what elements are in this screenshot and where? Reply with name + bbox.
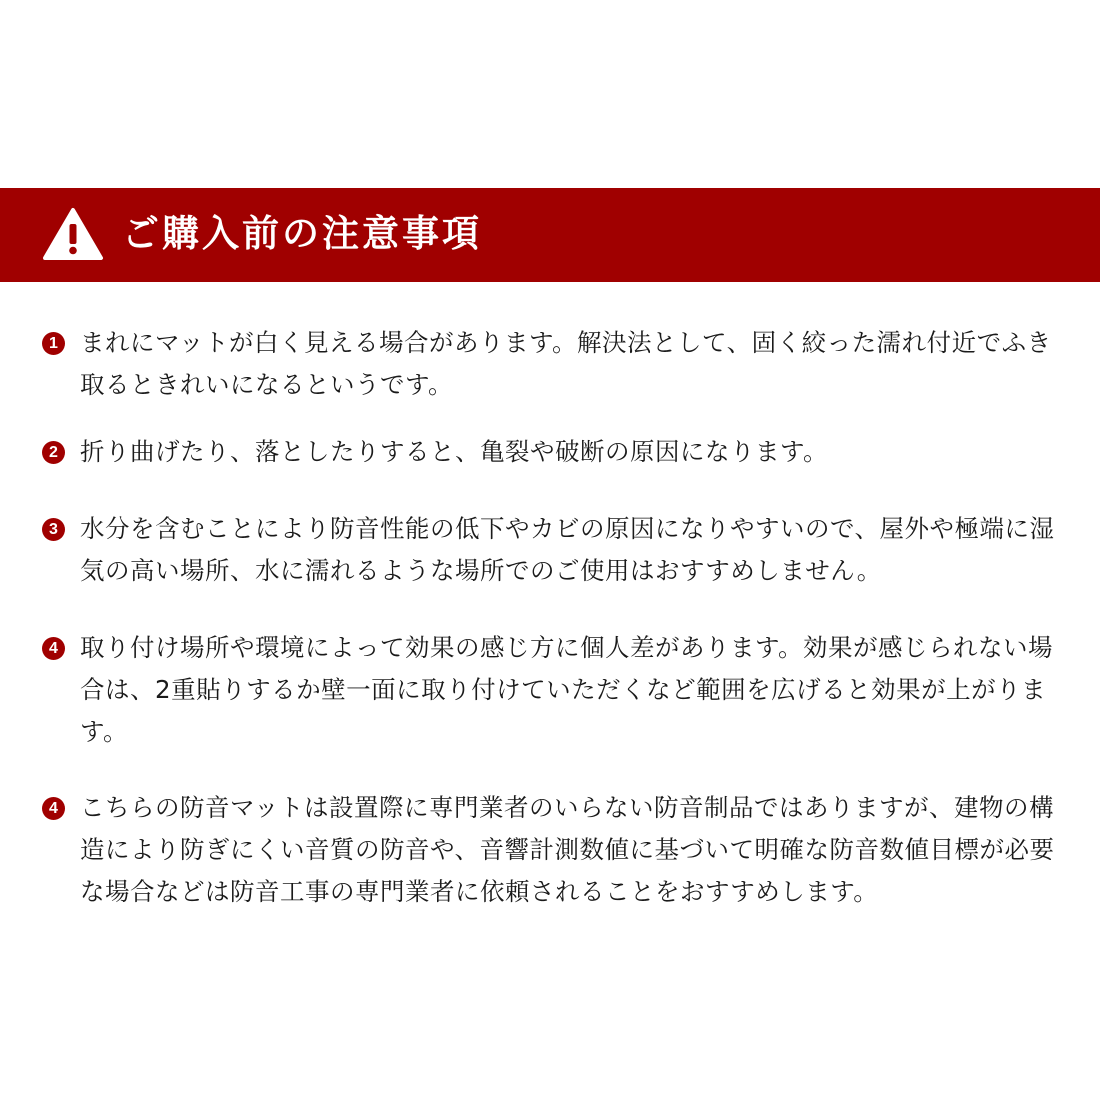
number-badge: 4 (42, 797, 65, 820)
notice-text: 取り付け場所や環境によって効果の感じ方に個人差があります。効果が感じられない場合は、2重貼りするか壁一面に取り付けていただくなど範囲を広げると効果が上がります。 (80, 633, 1054, 746)
notice-text: 折り曲げたり、落としたりすると、亀裂や破断の原因になります。 (80, 437, 829, 466)
number-badge: 2 (42, 441, 65, 464)
notice-text: 水分を含むことにより防音性能の低下やカビの原因になりやすいので、屋外や極端に湿気の高い場所、水に濡れるような場所でのご使用はおすすめしません。 (80, 514, 1055, 585)
number-badge: 3 (42, 518, 65, 541)
number-badge: 1 (42, 332, 65, 355)
page-title: ご購入前の注意事項 (122, 212, 482, 255)
notice-text: まれにマットが白く見える場合があります。解決法として、固く絞った濡れ付近でふき取るときれいになるというです。 (80, 328, 1052, 399)
notice-text: こちらの防音マットは設置際に専門業者のいらない防音制品ではありますが、建物の構造により防ぎにくい音質の防音や、音響計測数値に基づいて明確な防音数値目標が必要な場合などは防音工事の専門業者に依頼されることをおすすめします。 (80, 793, 1055, 906)
number-badge: 4 (42, 637, 65, 660)
